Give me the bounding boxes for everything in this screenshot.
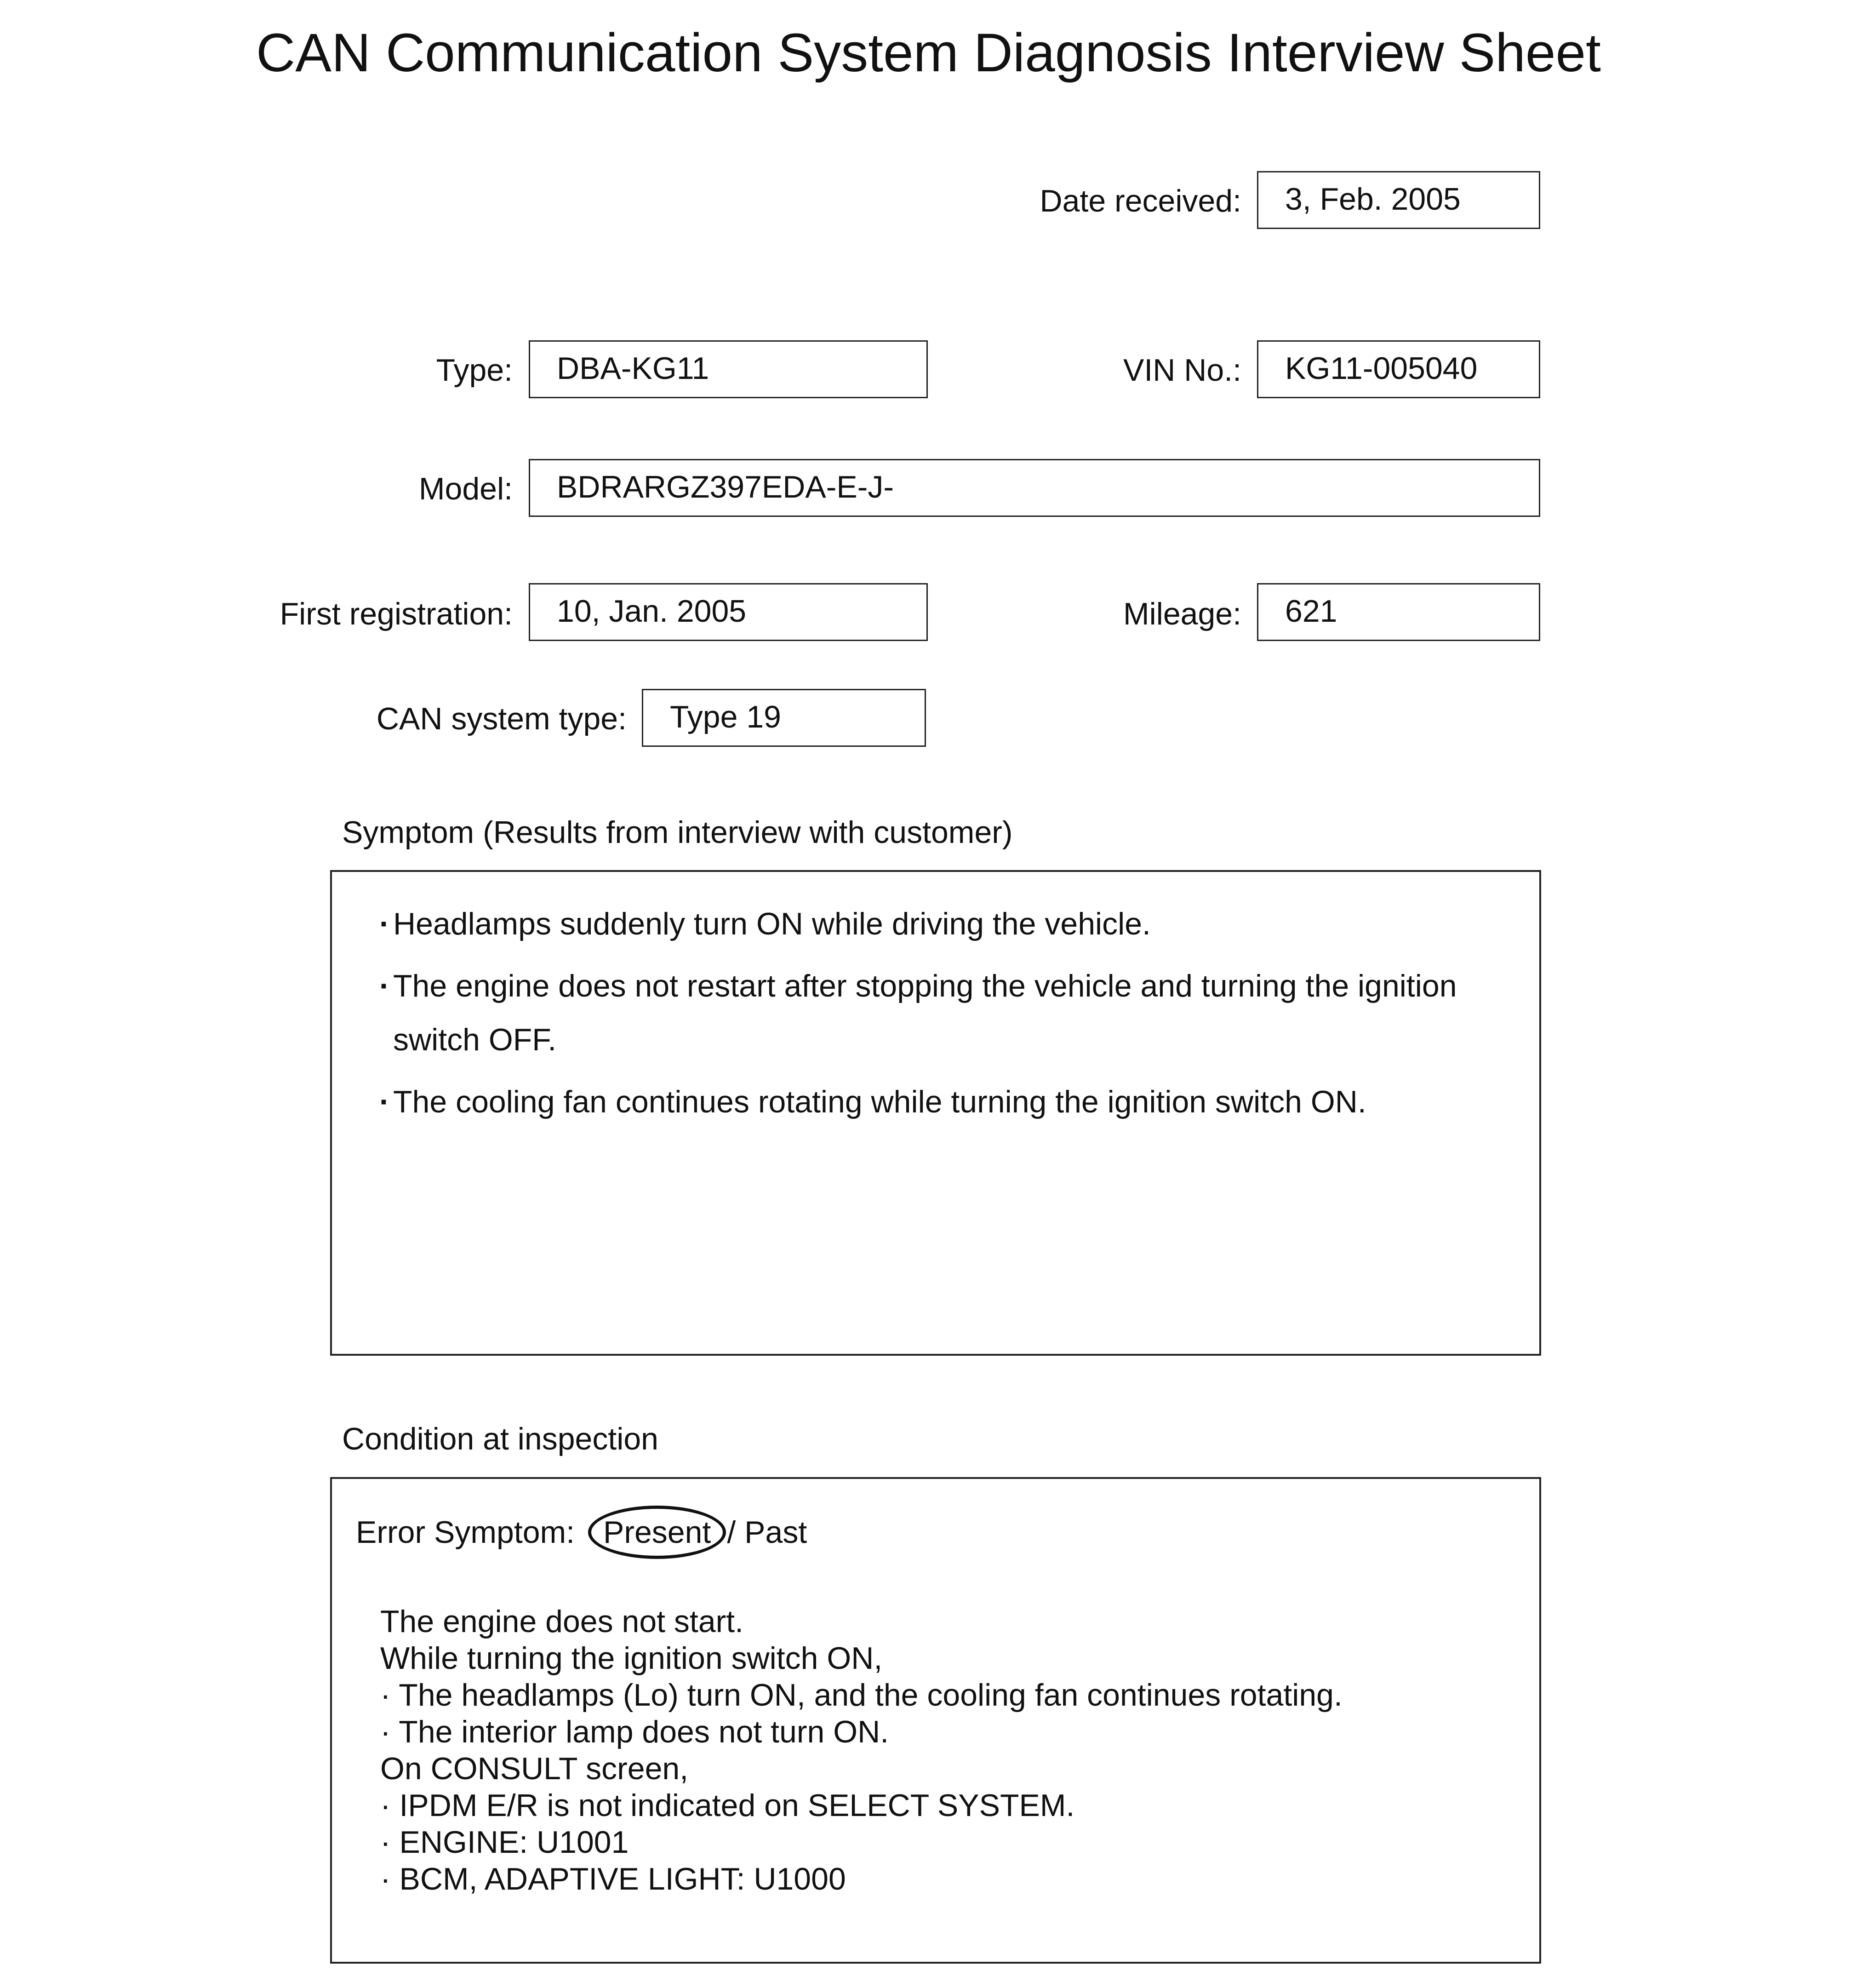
inspection-line: On CONSULT screen, — [380, 1751, 689, 1786]
symptom-list — [379, 897, 1483, 1137]
vin-field: KG11-005040 — [1257, 340, 1540, 398]
first-registration-label: First registration: — [280, 596, 513, 631]
past-option: Past — [744, 1515, 807, 1550]
can-system-type-field: Type 19 — [642, 689, 926, 747]
error-symptom-line — [356, 1506, 807, 1559]
type-label: Type: — [436, 353, 513, 388]
model-field: BDRARGZ397EDA-E-J- — [529, 459, 1540, 517]
symptom-item: · Headlamps suddenly turn ON while driving the vehicle. — [379, 897, 1483, 951]
first-registration-field: 10, Jan. 2005 — [529, 583, 928, 641]
inspection-heading: Condition at inspection — [342, 1421, 659, 1456]
inspection-line: · IPDM E/R is not indicated on SELECT SYSTEM. — [380, 1788, 1075, 1823]
present-option-circled: Present — [588, 1506, 726, 1559]
model-label: Model: — [418, 471, 513, 506]
mileage-field: 621 — [1257, 583, 1540, 641]
symptom-item: · The engine does not restart after stopping the vehicle and turning the ignition switch OFF. — [379, 959, 1483, 1067]
mileage-label: Mileage: — [1123, 596, 1241, 631]
option-separator: / — [727, 1515, 736, 1550]
date-received-field: 3, Feb. 2005 — [1257, 171, 1540, 229]
inspection-line: · ENGINE: U1001 — [380, 1825, 629, 1860]
inspection-line: · The headlamps (Lo) turn ON, and the cooling fan continues rotating. — [380, 1678, 1343, 1713]
inspection-panel — [330, 1477, 1541, 1964]
symptom-panel — [330, 870, 1541, 1356]
inspection-details — [380, 1603, 1343, 1897]
page-title: CAN Communication System Diagnosis Interview Sheet — [256, 23, 1601, 83]
symptom-item: · The cooling fan continues rotating while turning the ignition switch ON. — [379, 1075, 1483, 1129]
inspection-line: The engine does not start. — [380, 1604, 744, 1639]
type-field: DBA-KG11 — [529, 340, 928, 398]
symptom-heading: Symptom (Results from interview with customer) — [342, 815, 1013, 850]
inspection-line: · The interior lamp does not turn ON. — [380, 1714, 889, 1749]
error-symptom-label: Error Symptom: — [356, 1515, 575, 1550]
can-system-type-label: CAN system type: — [376, 701, 627, 736]
inspection-line: While turning the ignition switch ON, — [380, 1641, 883, 1676]
vin-label: VIN No.: — [1123, 353, 1241, 388]
date-received-label: Date received: — [1040, 183, 1241, 218]
inspection-line: · BCM, ADAPTIVE LIGHT: U1000 — [380, 1862, 846, 1896]
